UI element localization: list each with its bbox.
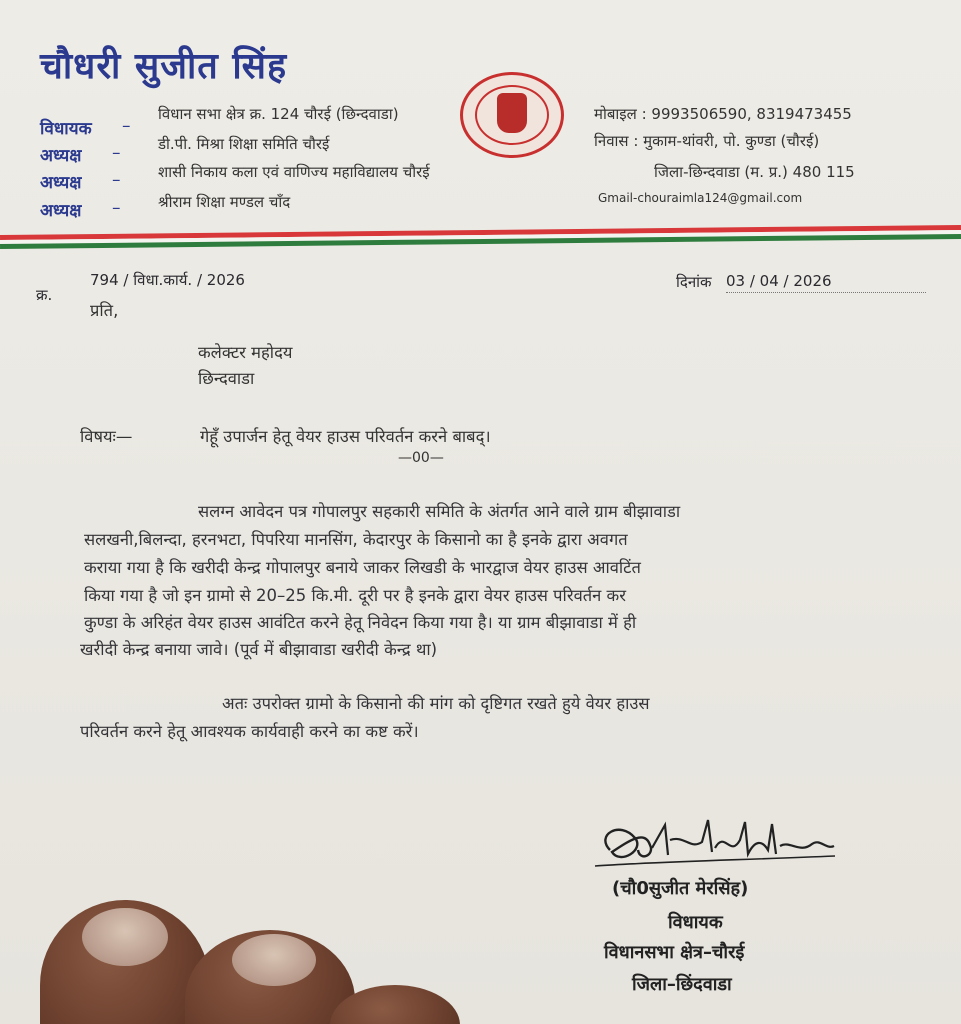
paragraph-1-line-3: कराया गया है कि खरीदी केन्द्र गोपालपुर बनाये जाकर लिखडी के भारद्वाज वेयर हाउस आवटिंत (84, 558, 641, 577)
role-dash: – (122, 116, 131, 136)
to-label: प्रति, (90, 301, 119, 320)
letterhead-name: चौधरी सुजीत सिंह (40, 46, 288, 87)
role-dash: – (112, 198, 121, 218)
paragraph-1-line-1: सलग्न आवेदन पत्र गोपालपुर सहकारी समिति के अंतर्गत आने वाले ग्राम बीझावाडा (198, 502, 681, 521)
email-address: Gmail-chouraimla124@gmail.com (598, 191, 803, 205)
date-underline (726, 292, 926, 293)
residence-address: निवास : मुकाम-थांवरी, पो. कुण्डा (चौरई) (594, 132, 820, 150)
role-detail-2: डी.पी. मिश्रा शिक्षा समिति चौरई (158, 135, 330, 153)
subject-label: विषयः— (80, 427, 133, 446)
assembly-emblem-icon (460, 72, 564, 158)
signatory-district: जिला–छिंदवाडा (632, 974, 732, 995)
role-title-4: अध्यक्ष (40, 201, 82, 221)
ref-number: 794 / विधा.कार्य. / 2026 (90, 271, 245, 289)
role-title-1: विधायक (40, 119, 92, 139)
handwritten-signature (590, 810, 840, 880)
mobile-numbers: मोबाइल : 9993506590, 8319473455 (594, 105, 852, 123)
role-detail-3: शासी निकाय कला एवं वाणिज्य महाविद्यालय चौरई (158, 163, 430, 181)
role-detail-1: विधान सभा क्षेत्र क्र. 124 चौरई (छिन्दवाडा) (158, 105, 399, 123)
date-label: दिनांक (676, 273, 712, 291)
fingernail-middle (232, 934, 316, 986)
recipient-designation: कलेक्टर महोदय (198, 343, 293, 362)
emblem-center (497, 93, 527, 133)
signatory-constituency: विधानसभा क्षेत्र–चौरई (604, 942, 745, 963)
paragraph-2-line-2: परिवर्तन करने हेतू आवश्यक कार्यवाही करने का कष्ट करें। (80, 722, 419, 741)
date-value: 03 / 04 / 2026 (726, 272, 832, 290)
paragraph-1-line-5: कुण्डा के अरिहंत वेयर हाउस आवंटित करने हेतू निवेदन किया गया है। या ग्राम बीझावाडा में ही (84, 613, 637, 632)
paragraph-1-line-4: किया गया है जो इन ग्रामो से 20–25 कि.मी. दूरी पर है इनके द्वारा वेयर हाउस परिवर्तन कर (84, 586, 626, 605)
role-dash: – (112, 143, 121, 163)
role-title-3: अध्यक्ष (40, 173, 82, 193)
signatory-name: (चौ0सुजीत मेरसिंह) (612, 878, 749, 899)
role-title-2: अध्यक्ष (40, 146, 82, 166)
subject-text: गेहूँ उपार्जन हेतू वेयर हाउस परिवर्तन करने बाबद्। (200, 427, 491, 446)
role-dash: – (112, 170, 121, 190)
recipient-place: छिन्दवाडा (198, 369, 255, 388)
paragraph-1-line-2: सलखनी,बिलन्दा, हरनभटा, पिपरिया मानसिंग, केदारपुर के किसानो का है इनके द्वारा अवगत (84, 530, 628, 549)
role-detail-4: श्रीराम शिक्षा मण्डल चाँद (158, 193, 291, 211)
paragraph-1-line-6: खरीदी केन्द्र बनाया जावे। (पूर्व में बीझावाडा खरीदी केन्द्र था) (80, 640, 438, 659)
separator: —00— (398, 450, 444, 466)
paragraph-2-line-1: अतः उपरोक्त ग्रामो के किसानो की मांग को दृष्टिगत रखते हुये वेयर हाउस (222, 694, 650, 713)
signatory-title: विधायक (668, 912, 723, 933)
ref-prefix: क्र. (36, 286, 53, 304)
residence-district: जिला-छिन्दवाडा (म. प्र.) 480 115 (654, 163, 855, 181)
fingernail-left (82, 908, 168, 966)
